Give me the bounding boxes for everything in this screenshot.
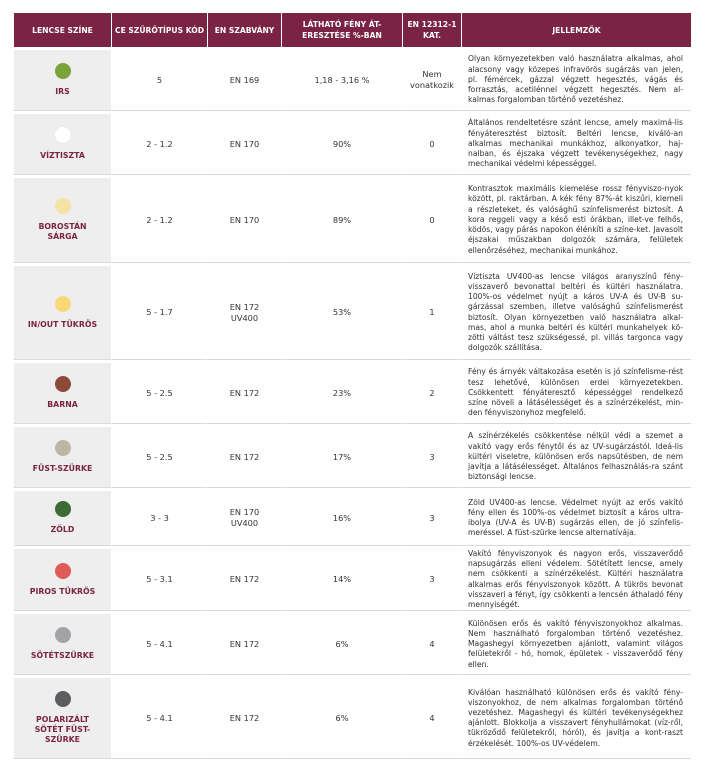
- description-cell: Víztiszta UV400-as lencse világos aranyszínű fény-visszaverő bevonattal beltéri és kültéri használatra. 100%-os védelmet nyújt a káros UV-A és UV-B su-gárzással szemben, illetve valósághű színfelismerést biztosít. Olyan környezetben való használatra alkal-mas, ahol a munka beltéri és kültéri munkahelyek kö-zötti váltást tesz szükségessé, pl. villás targonca vagy dolgozók szállítása.: [462, 263, 691, 360]
- lens-color-cell: [14, 47, 112, 111]
- table-row: [14, 675, 691, 759]
- description-cell: Olyan környezetekben való használatra alkalmas, ahol alacsony vagy közepes infravörös sugárzás van jelen, pl. fémércek, gázzal végzett hegesztés, vágás és forrasztás, acetilénnel végzett hegesztés. Nem al-kalmas forgalomban történő vezetéshez.: [462, 47, 691, 111]
- description-cell: Kiválóan használható különösen erős és vakító fény-viszonyokhoz, de nem alkalmas forgalomban történő vezetéshez. Magashegyi és kültéri tevékenységekhez ajánlott. Blokkolja a visszavert fényhullámokat (víz-ről, tükröződő felületekről, hóról), és javítja a kont-raszt érzékelését. 100%-os UV-védelem.: [462, 675, 691, 759]
- lens-color-name: VÍZTISZTA: [40, 151, 85, 160]
- lens-color-swatch: [55, 627, 71, 643]
- lens-color-cell: [14, 175, 112, 263]
- lens-color-swatch: [55, 63, 71, 79]
- light-transmission-cell: 89%: [282, 175, 403, 263]
- header-description: JELLEMZŐK: [462, 13, 691, 47]
- lens-color-cell: [14, 360, 112, 424]
- lens-color-cell: [14, 546, 112, 611]
- filter-code-cell: 5 - 2.5: [112, 424, 208, 488]
- lens-color-name: SÖTÉTSZÜRKE: [30, 651, 95, 661]
- filter-code-cell: 5 - 2.5: [112, 360, 208, 424]
- category-cell: 1: [403, 263, 462, 360]
- light-transmission-cell: 1,18 - 3,16 %: [282, 47, 403, 111]
- description-cell: Zöld UV400-as lencse. Védelmet nyújt az erős vakító fény ellen és 100%-os védelmet biztosít a káros ultra-ibolya (UV-A és UV-B) sugárzás ellen, de jó színfelis-meréssel. A füst-szürke lencse alternatívája.: [462, 488, 691, 546]
- filter-code-cell: 5 - 4.1: [112, 611, 208, 675]
- filter-code-cell: 5 - 1.7: [112, 263, 208, 360]
- lens-color-cell: [14, 611, 112, 675]
- lens-color-name: BARNA: [47, 400, 78, 409]
- category-cell: Nem vonatkozik: [403, 47, 462, 111]
- description-cell: Fény és árnyék váltakozása esetén is jó színfelisme-rést tesz lehetővé, különösen erdei környezetekben. Csökkentett fényáteresztő képességgel rendelkező színe növeli a látásélességet és a színérzékelést, min-den fényviszonyhoz megfelelő.: [462, 360, 691, 424]
- light-transmission-cell: 90%: [282, 111, 403, 175]
- filter-code-cell: 3 - 3: [112, 488, 208, 546]
- table-row: [14, 424, 691, 488]
- light-transmission-cell: 17%: [282, 424, 403, 488]
- lens-color-name: IN/OUT TÜKRÖS: [27, 319, 98, 329]
- lens-color-name: IRS: [55, 87, 70, 96]
- lens-color-cell: [14, 488, 112, 546]
- category-cell: 3: [403, 488, 462, 546]
- standard-cell: EN 169: [208, 47, 282, 111]
- standard-cell: EN 170: [208, 175, 282, 263]
- standard-cell: EN 172: [208, 546, 282, 611]
- table-row: [14, 488, 691, 546]
- table-row: [14, 611, 691, 675]
- description-cell: Kontrasztok maximális kiemelése rossz fényviszo-nyok között, pl. raktárban. A kék fény 87%-át kiszűri, kiemeli a részleteket, és valósághű színfelismerést biztosít. A kora reggeli vagy a késő esti órákban, illet-ve felhős, ködös, vagy párás napokon élénkíti a színe-ket. Javasolt éjszakai műszakban dolgozók számára, felületek ellenőrzéséhez, mechanikai munkához.: [462, 175, 691, 263]
- lens-color-cell: [14, 263, 112, 360]
- table-header-row: [14, 13, 691, 47]
- light-transmission-cell: 23%: [282, 360, 403, 424]
- description-cell: Vakító fényviszonyok és nagyon erős, visszaverődő napsugárzás elleni védelem. Sötétített lencse, amely nem csökkenti a színérzékelést. Kültéri használatra alkalmas erős fényviszonyok között. A tükrös bevonat visszaveri a fényt, így csökkenti a lencsén áthaladó fény mennyiségét.: [462, 546, 691, 611]
- filter-code-cell: 5 - 3.1: [112, 546, 208, 611]
- category-cell: 3: [403, 424, 462, 488]
- light-transmission-cell: 6%: [282, 675, 403, 759]
- light-transmission-cell: 16%: [282, 488, 403, 546]
- lens-color-cell: [14, 424, 112, 488]
- lens-color-swatch: [55, 563, 71, 579]
- lens-color-swatch: [55, 691, 71, 707]
- table-row: [14, 111, 691, 175]
- filter-code-cell: 2 - 1.2: [112, 175, 208, 263]
- lens-color-swatch: [55, 127, 71, 143]
- table-row: [14, 360, 691, 424]
- header-standard: EN SZABVÁNY: [208, 13, 282, 47]
- lens-color-cell: [14, 111, 112, 175]
- standard-cell: EN 172: [208, 360, 282, 424]
- standard-cell: EN 170: [208, 111, 282, 175]
- category-cell: 3: [403, 546, 462, 611]
- lens-color-name: PIROS TÜKRÖS: [29, 586, 96, 596]
- header-lens-color: LENCSE SZÍNE: [14, 13, 112, 47]
- table-row: [14, 263, 691, 360]
- lens-color-swatch: [55, 440, 71, 456]
- category-cell: 0: [403, 111, 462, 175]
- table-row: [14, 546, 691, 611]
- lens-color-cell: [14, 675, 112, 759]
- filter-code-cell: 5: [112, 47, 208, 111]
- table-row: [14, 175, 691, 263]
- lens-color-name: POLARIZÁLT SÖTÉT FÜST- SZÜRKE: [34, 715, 91, 745]
- standard-cell: EN 172: [208, 675, 282, 759]
- description-cell: Különösen erős és vakító fényviszonyokhoz alkalmas. Nem használható forgalomban történő vezetéshez. Magashegyi környezetben ajánlott, valamint világos felületekről - hó, homok, épületek - visszaverődő fény ellen.: [462, 611, 691, 675]
- lens-color-swatch: [55, 198, 71, 214]
- header-light-transmission: LÁTHATÓ FÉNY ÁT-ERESZTÉSE %-BAN: [282, 13, 403, 47]
- standard-cell: EN 172 UV400: [208, 263, 282, 360]
- lens-color-name: ZÖLD: [50, 525, 75, 534]
- standard-cell: EN 172: [208, 424, 282, 488]
- filter-code-cell: 2 - 1.2: [112, 111, 208, 175]
- category-cell: 2: [403, 360, 462, 424]
- description-cell: A színérzékelés csökkentése nélkül védi a szemet a vakító vagy erős fénytől és az UV-sugárzástól. Ideá-lis kültéri viseletre, különösen erős napsütésben, de nem javítja a látásélességet. Általános felhasználás-ra szánt biztonsági lencse.: [462, 424, 691, 488]
- filter-code-cell: 5 - 4.1: [112, 675, 208, 759]
- lens-color-table: [14, 13, 691, 759]
- lens-color-name: BOROSTÁN SÁRGA: [38, 222, 87, 241]
- standard-cell: EN 172: [208, 611, 282, 675]
- lens-color-swatch: [55, 296, 71, 312]
- standard-cell: EN 170 UV400: [208, 488, 282, 546]
- category-cell: 4: [403, 611, 462, 675]
- category-cell: 4: [403, 675, 462, 759]
- lens-color-swatch: [55, 501, 71, 517]
- light-transmission-cell: 6%: [282, 611, 403, 675]
- header-filter-code: CE SZŰRŐTÍPUS KÓD: [112, 13, 208, 47]
- lens-color-swatch: [55, 376, 71, 392]
- description-cell: Általános rendeltetésre szánt lencse, amely maximá-lis fényáteresztést biztosít. Beltéri lencse, kiváló-an alkalmas mechanikai munkákhoz, alkonyatkor, haj-nalban, és éjszaka végzett tevékenységekhez, nagy mechanikai védelmi képességgel.: [462, 111, 691, 175]
- header-category: EN 12312-1 KAT.: [403, 13, 462, 47]
- light-transmission-cell: 53%: [282, 263, 403, 360]
- table-row: [14, 47, 691, 111]
- category-cell: 0: [403, 175, 462, 263]
- lens-color-name: FÜST-SZÜRKE: [32, 464, 93, 473]
- light-transmission-cell: 14%: [282, 546, 403, 611]
